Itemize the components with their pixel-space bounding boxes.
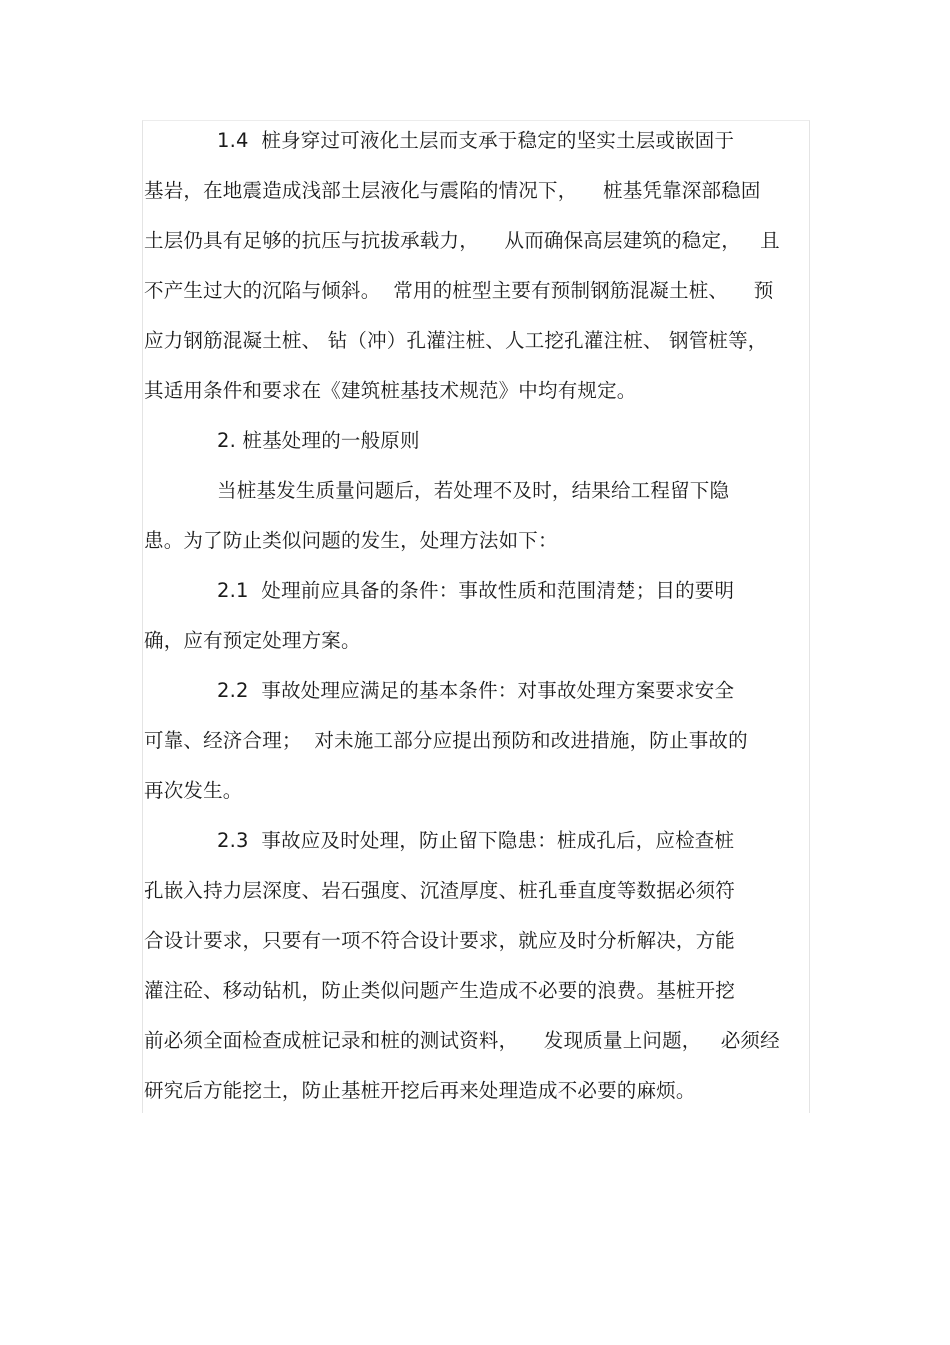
- paragraph-1-4-line-4: 不产生过大的沉陷与倾斜。 常用的桩型主要有预制钢筋混凝土桩、 预: [144, 279, 774, 302]
- paragraph-intro-line-1: 当桩基发生质量问题后，若处理不及时，结果给工程留下隐: [217, 479, 730, 502]
- paragraph-2-2-line-3: 再次发生。: [144, 779, 243, 802]
- paragraph-intro-line-2: 患。为了防止类似问题的发生，处理方法如下：: [144, 529, 558, 552]
- paragraph-2-3-line-5: 前必须全面检查成桩记录和桩的测试资料， 发现质量上问题， 必须经: [144, 1029, 780, 1052]
- paragraph-2-3-line-4: 灌注砼、移动钻机，防止类似问题产生造成不必要的浪费。基桩开挖: [144, 979, 736, 1002]
- paragraph-2-3-line-2: 孔嵌入持力层深度、岩石强度、沉渣厚度、桩孔垂直度等数据必须符: [144, 879, 736, 902]
- text-frame: [142, 120, 810, 1113]
- paragraph-1-4-line-6: 其适用条件和要求在《建筑桩基技术规范》中均有规定。: [144, 379, 637, 402]
- paragraph-2-1-line-2: 确，应有预定处理方案。: [144, 629, 361, 652]
- paragraph-1-4-line-3: 土层仍具有足够的抗压与抗拔承载力， 从而确保高层建筑的稳定， 且: [144, 229, 780, 252]
- paragraph-2-3-line-6: 研究后方能挖土，防止基桩开挖后再来处理造成不必要的麻烦。: [144, 1079, 696, 1102]
- paragraph-1-4-line-1: 1.4 桩身穿过可液化土层而支承于稳定的坚实土层或嵌固于: [217, 129, 735, 152]
- paragraph-2-2-line-2: 可靠、经济合理； 对未施工部分应提出预防和改进措施，防止事故的: [144, 729, 748, 752]
- paragraph-2-1-line-1: 2.1 处理前应具备的条件：事故性质和范围清楚；目的要明: [217, 579, 735, 602]
- paragraph-1-4-line-5: 应力钢筋混凝土桩、 钻（冲）孔灌注桩、人工挖孔灌注桩、 钢管桩等，: [144, 329, 768, 352]
- paragraph-2-3-line-1: 2.3 事故应及时处理，防止留下隐患：桩成孔后，应检查桩: [217, 829, 735, 852]
- paragraph-1-4-line-2: 基岩，在地震造成浅部土层液化与震陷的情况下， 桩基凭靠深部稳固: [144, 179, 761, 202]
- paragraph-2-2-line-1: 2.2 事故处理应满足的基本条件：对事故处理方案要求安全: [217, 679, 735, 702]
- section-2-heading: 2. 桩基处理的一般原则: [217, 429, 420, 452]
- paragraph-2-3-line-3: 合设计要求，只要有一项不符合设计要求，就应及时分析解决，方能: [144, 929, 736, 952]
